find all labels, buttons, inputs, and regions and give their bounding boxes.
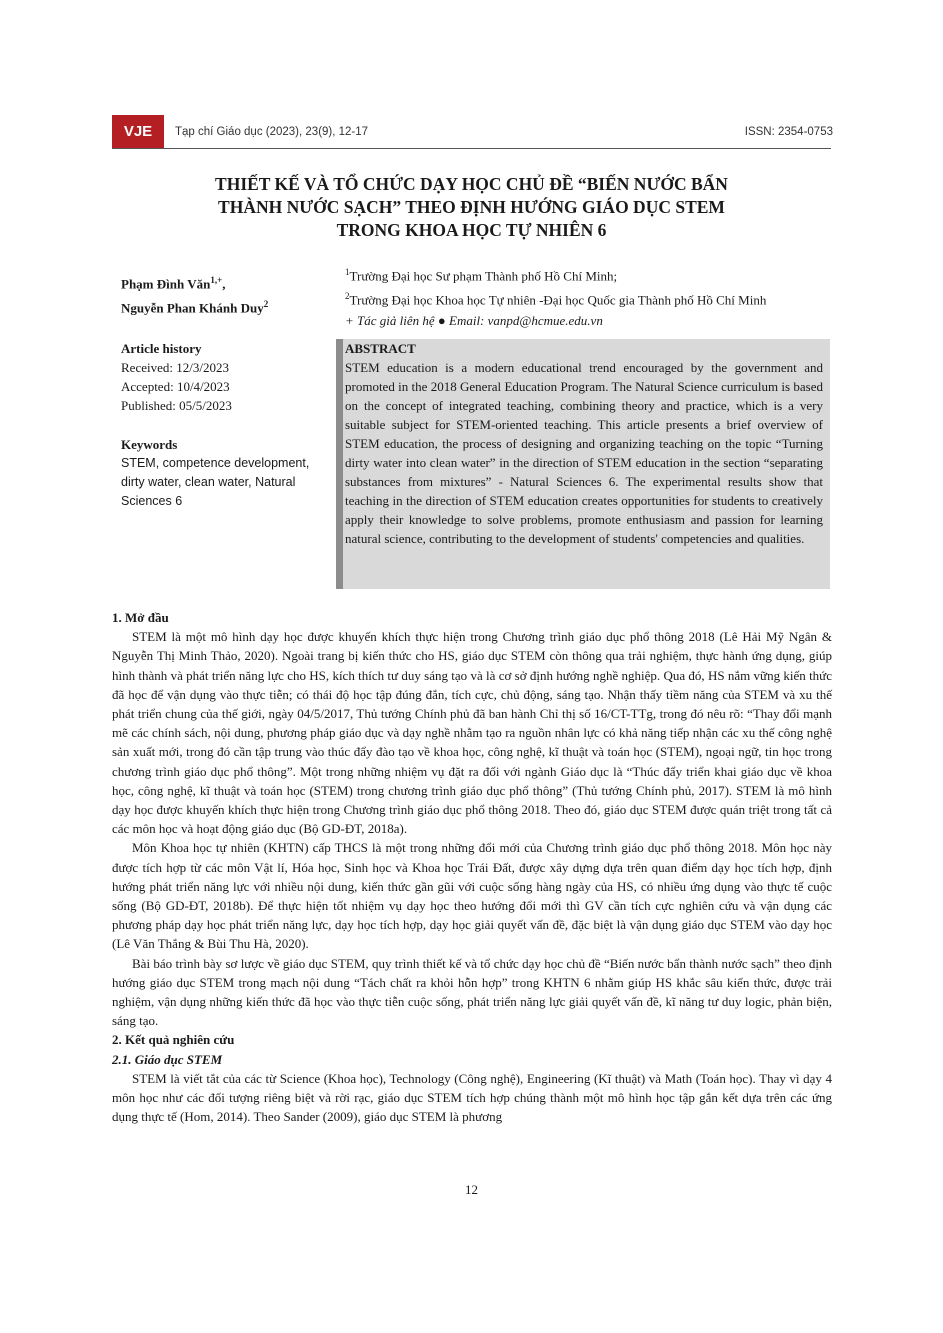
author-list — [121, 270, 268, 319]
affiliation-1: $^1$Trường Đại học Sư phạm Thành phố Hồ Chí Minh; — [345, 267, 618, 284]
title-line: THÀNH NƯỚC SẠCH” THEO ĐỊNH HƯỚNG GIÁO DỤC STEM — [218, 197, 725, 217]
keywords-text: STEM, competence development, dirty water, clean water, Natural Sciences 6 — [121, 456, 310, 508]
accepted-date: Accepted: 10/4/2023 — [121, 379, 230, 394]
title-line: TRONG KHOA HỌC TỰ NHIÊN 6 — [336, 220, 607, 240]
issn: ISSN: 2354-0753 — [744, 126, 833, 138]
paragraph: STEM là một mô hình dạy học được khuyến khích thực hiện trong Chương trình giáo dục phổ thông 2018 (Lê Hải Mỹ Ngân & Nguyễn Thị Minh Thảo, 2020). Ngoài trang bị kiến thức cho HS, giáo dục STEM còn thông qua trải nghiệm, thực hành ứng dụng, giúp hình thành và phát triển năng lực cho HS, kích thích tư duy sáng tạo và là cơ sở định hướng nghề nghiệp. Qua đó, HS nắm vững kiến thức đã học để vận dụng vào thực tiễn; có thái độ học tập đúng đắn, tích cực, chủ động, sáng tạo. Nhận thấy tiềm năng của STEM và xu thế phát triển chung của thế giới, ngày 04/5/2017, Thủ tướng Chính phủ đã ban hành Chỉ thị số 16/CT-TTg, trong đó nêu rõ: “Thay đổi mạnh mẽ các chính sách, nội dung, phương pháp giáo dục và dạy nghề nhằm tạo ra nguồn nhân lực có khả năng tiếp nhận các xu thế công nghệ sản xuất mới, trong đó cần tập trung vào thúc đẩy đào tạo về khoa học, công nghệ, kĩ thuật và toán học (STEM), ngoại ngữ, tin học trong chương trình giáo dục phổ thông”. Một trong những nhiệm vụ đặt ra đối với ngành Giáo dục là “Thúc đẩy triển khai giáo dục về khoa học, công nghệ, kĩ thuật và toán học (STEM) trong chương trình giáo dục phổ thông” (Thủ tướng Chính phủ, 2017). STEM là mô hình dạy học được khuyến khích thực hiện trong Chương trình giáo dục phổ thông 2018. Theo đó, giáo dục STEM được quán triệt trong tất cả các môn học và hoạt động giáo dục (Bộ GD-ĐT, 2018a). — [112, 629, 832, 837]
header-divider — [112, 148, 831, 149]
paragraph: STEM là viết tắt của các từ Science (Khoa học), Technology (Công nghệ), Engineering (Kĩ thuật) và Math (Toán học). Thay vì dạy 4 môn học như các đối tượng riêng biệt và rời rạc, giáo dục STEM tích hợp chúng thành một mô hình học tập gắn kết dựa trên các ứng dụng thực tế (Hom, 2014). Theo Sander (2009), giáo dục STEM là phương — [112, 1070, 832, 1125]
published-date: Published: 05/5/2023 — [121, 398, 232, 413]
author-2: Nguyễn Phan Khánh Duy$^2$ — [121, 299, 269, 316]
abstract-heading: ABSTRACT — [345, 341, 416, 356]
abstract-text: STEM education is a modern educational trend encouraged by the government and promoted in the 2018 General Education Program. The Natural Science curriculum is based on the concept of integrated teaching, combining theory and practice, which is a very suitable subject for STEM-oriented teaching. This article presents a brief overview of STEM education, the process of designing and organizing teaching on the topic “Turning dirty water into clean water” in the direction of STEM education in the section “separating substances from mixtures” - Natural Sciences 6. The experimental results show that teaching in the direction of STEM education creates opportunities for students to creatively apply their knowledge to solve problems, promote enthusiasm and passion for learning natural science, contributing to the development of students' competencies and qualities. — [345, 360, 823, 546]
article-body — [112, 608, 832, 1126]
section-heading: 1. Mở đầu — [112, 610, 169, 625]
journal-citation: Tạp chí Giáo dục (2023), 23(9), 12-17 — [175, 126, 369, 138]
page-number: 12 — [465, 1182, 478, 1197]
abstract — [345, 339, 823, 548]
section-heading: 2. Kết quả nghiên cứu — [112, 1032, 235, 1048]
paragraph: Bài báo trình bày sơ lược về giáo dục STEM, quy trình thiết kế và tổ chức dạy học chủ đề “Biến nước bẩn thành nước sạch” theo định hướng giáo dục STEM trong mạch nội dung “Tách chất ra khỏi hỗn hợp” trong KHTN 6 nhằm giúp HS khắc sâu kiến thức, được trải nghiệm, vận dụng những kiến thức đã học vào thực tiễn cuộc sống, phát triển năng lực giải quyết vấn đề, kĩ năng tư duy logic, phản biện, sáng tạo. — [112, 955, 832, 1029]
affiliations — [345, 262, 835, 331]
history-heading: Article history — [121, 341, 202, 356]
corresponding-contact: + Tác giả liên hệ ● Email: vanpd@hcmue.edu.vn — [345, 312, 603, 328]
subsection-heading: 2.1. Giáo dục STEM — [112, 1051, 223, 1067]
journal-logo: VJE — [112, 115, 164, 148]
author-1: Phạm Đình Văn$^{1,+}$, — [121, 275, 226, 292]
affiliation-2: $^2$Trường Đại học Khoa học Tự nhiên -Đại học Quốc gia Thành phố Hồ Chí Minh — [345, 291, 767, 308]
article-title — [150, 173, 793, 242]
keywords — [121, 435, 321, 511]
abstract-accent-bar — [336, 339, 343, 589]
title-line: THIẾT KẾ VÀ TỔ CHỨC DẠY HỌC CHỦ ĐỀ “BIẾN NƯỚC BẨN — [215, 174, 728, 194]
received-date: Received: 12/3/2023 — [121, 360, 229, 375]
paragraph: Môn Khoa học tự nhiên (KHTN) cấp THCS là một trong những đổi mới của Chương trình giáo dục phổ thông 2018. Môn học này được tích hợp từ các môn Vật lí, Hóa học, Sinh học và Khoa học Trái Đất, được xây dựng dựa trên quan điểm dạy học tích hợp, định hướng phát triển năng lực với nhiều nội dung, kiến thức gần gũi với cuộc sống hàng ngày của HS, có nhiều ứng dụng vào thực tế cuộc sống (Bộ GD-ĐT, 2018b). Để thực hiện tốt nhiệm vụ dạy học theo hướng đổi mới thì GV cần tích cực nghiên cứu và vận dụng các phương pháp dạy học phát triển năng lực, dạy học tích hợp, dạy học giải quyết vấn đề, đặc biệt là vận dụng giáo dục STEM vào dạy học (Lê Văn Thắng & Bùi Thu Hà, 2020). — [112, 840, 832, 952]
keywords-heading: Keywords — [121, 437, 178, 452]
article-history — [121, 339, 321, 415]
